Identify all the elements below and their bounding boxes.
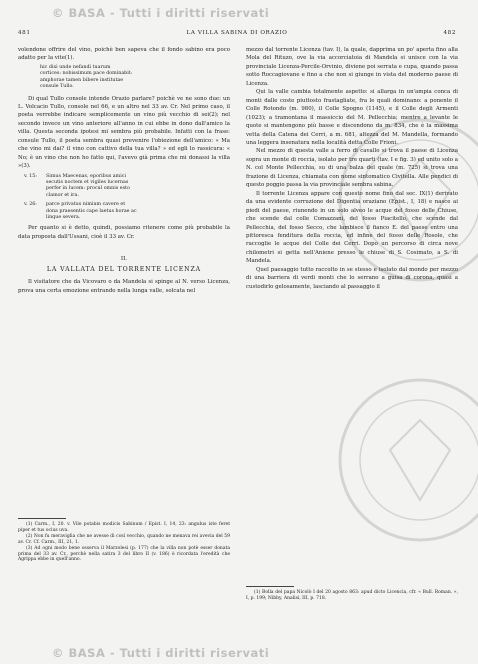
paragraph: Per quanto si è detto, quindi, possiamo ritenere come più probabile la data proposta dall'Ussani, cioè il 33 av. Cr. xyxy=(18,225,230,240)
verse-line: hic dixi unde nefandi tuarum xyxy=(40,64,111,70)
verse-quote xyxy=(24,202,230,221)
verse-line: perfer in lucem: procul omnis esto xyxy=(46,186,130,192)
watermark-top: © BASA - Tutti i diritti riservati xyxy=(52,6,270,20)
verse-line: parce privatus nimium cavere et xyxy=(46,202,126,208)
footnotes-left xyxy=(18,514,230,563)
footnotes-right xyxy=(246,582,458,602)
page-number-left: 481 xyxy=(18,30,31,36)
verse-line: linque severa. xyxy=(46,215,81,221)
verse-line: cortices: nobissimum pace dominabit: xyxy=(40,71,133,77)
paragraph: volendone offrire del vino, poichè ben sapeva che il fondo sabino era poco adatto per la vite(1). xyxy=(18,47,230,62)
paragraph: Nel mezzo di questa valle a ferro di cavallo si trova il paese di Licenza sopra un monte di roccia, isolato per tre quarti (tav. I e fig. 3) ed unito solo a N. col Monte Pellecchia, su di una balza del quale (m. 725) si trova una frazione di Licenza, chiamata con nome sintomatico Civitella. Alle pendici di questo poggio passa la via provinciale sembra sabina. xyxy=(246,148,458,189)
paragraph: Il torrente Licenza appare con questo nome fino dal sec. IX(1) derivato da una evidente corruzione del Digentia oraziano (Epist., I, 18) e nasce ai piedi del paese, riunendo in un solo alveo le acque del fosso delle Chiuse, che scende dal colle Comazzani, del fosso Piacitello, che scende dal Pellecchia, del fosso Secco, che lambisce il fianco E. del paese entro una pittoresca fenditura della roccia, ed infine del fosso delle Rosole, che raccoglie le acque del Colle dei Cerri. Dopo un percorso di circa nove chilometri si getta nell'Aniene presso le chiuse di S. Cosimato, a S. di Mandela. xyxy=(246,190,458,265)
watermark-bottom: © BASA - Tutti i diritti riservati xyxy=(52,646,270,660)
section-number: II. xyxy=(120,256,128,263)
paragraph: Di qual Tullo console intende Orazio parlare? poichè ve ne sono due: un L. Volcacio Tullo, console nel 66, e un altro nel 33 av. Cr. Nel primo caso, il poeta verrebbe indicare semplicemente un vino più vecchio di sei(2); nel secondo invece un vino anteriore all'anno in cui ebbe in dono dall'amico la villa. Questa seconda ipotesi mi sembra più probabile. Infatti con la frase: consule Tullo, il poeta sembra quasi prevenire l'obiezione dell'amico: « Ma che vino mi dai? il vino con cattivo della tua villa? » ed egli lo rassicura: « No; è un vino che non ho fatto qui, l'avevo già prima che mi donassi la villa »(3). xyxy=(18,95,230,170)
verse-line: dona praesentis cape laetus horae ac xyxy=(46,208,137,214)
verse-quote xyxy=(24,174,230,200)
verse-reference: v. 26: xyxy=(24,202,37,208)
footnote: (2) Non fu meraviglia che ne avesse di così vecchio, quando ne menava rei avevia del 59 av. Cr. Cf. Carm., III, 21, 1. xyxy=(18,533,230,545)
paragraph: Il visitatore che da Vicovaro o da Mandela si spinge al N. verso Licenza, prova una certa emozione entrando nella lunga valle, solcata nel xyxy=(18,279,230,294)
verse-line: clamor et ira. xyxy=(46,192,79,198)
verse-line: amphorae tamen bibere institutae xyxy=(40,77,124,83)
running-title: LA VILLA SABINA DI ORAZIO xyxy=(186,30,288,36)
paragraph: Quel paesaggio tutto raccolto in se stesso e isolato dal mondo per mezzo di una barriera di verdi monti che lo serrano a guisa di corona, quasi a custodirlo gelosamente, lasciando al passaggio il xyxy=(246,266,458,290)
verse-line: consule Tullo. xyxy=(40,84,74,90)
section-title: LA VALLATA DEL TORRENTE LICENZA xyxy=(46,265,202,273)
verse-reference: v. 15: xyxy=(24,173,37,179)
paragraph: Qui la valle cambia totalmente aspetto: si allarga in un'ampia conca di monti dalle coste piuttosto frastagliate, fra le quali dominano: a ponente il Colle Rotondo (m. 980), il Colle Spogno (1145), e il Colle degli Armenti (1023); a tramontana il massiccio del M. Pellecchia; mentre a levante le quote si mantengono più basse e discendono da m. 834, che è la massima vetta della Catena dei Cerri, a m. 681, altezza del M. Mandella, formando una leggera insenatura nella località detta Colle Frioni. xyxy=(246,89,458,146)
footnote-divider xyxy=(18,518,66,519)
verse-line: Simus Maecenas, eporibus amici xyxy=(46,173,126,179)
page-number-right: 482 xyxy=(443,30,456,36)
left-column xyxy=(18,46,230,295)
footnote: (1) Bolla del papa Nicolò I del 20 agosto 863: apud dicto Licencia, cfr. « Bull. Roman. », I, p. 199; Nibby, Analisi, III, p. 718. xyxy=(246,590,458,601)
paragraph: mezzo dal torrente Licenza (tav. I), la quale, dapprima un po' aperta fino alla Mola del Rituzo, ove la via accorciatoia di Mandela si unisce con la via provinciale Licenza-Percile-Orvinio, diviene poi serrata e cupa, quando passa sotto Roccagiovane e fino a che non si giunge in vista del moderno paese di Licenza. xyxy=(246,47,458,87)
footnote-divider xyxy=(246,586,294,587)
verse-quote xyxy=(40,65,230,91)
right-column xyxy=(246,46,458,291)
verse-line: secutis noctem et vigiles lucernas xyxy=(46,180,129,186)
footnote: (3) Ad ogni modo bene osserva il Marzolesi (p. 177) che la villa non potè esser donata prima del 33 av. Cr., perchè nella satira 3 del libro II (v. 186) è ricordata l'eredità che Agrippa ebbe in quell'anno. xyxy=(18,545,230,563)
footnote: (1) Carm., I, 20. v. Vile potabis modicis Sabinum / Epist. I, 14, 23: angulus iste feret piper et tus ocius uva. xyxy=(18,522,230,533)
running-header xyxy=(18,30,456,42)
